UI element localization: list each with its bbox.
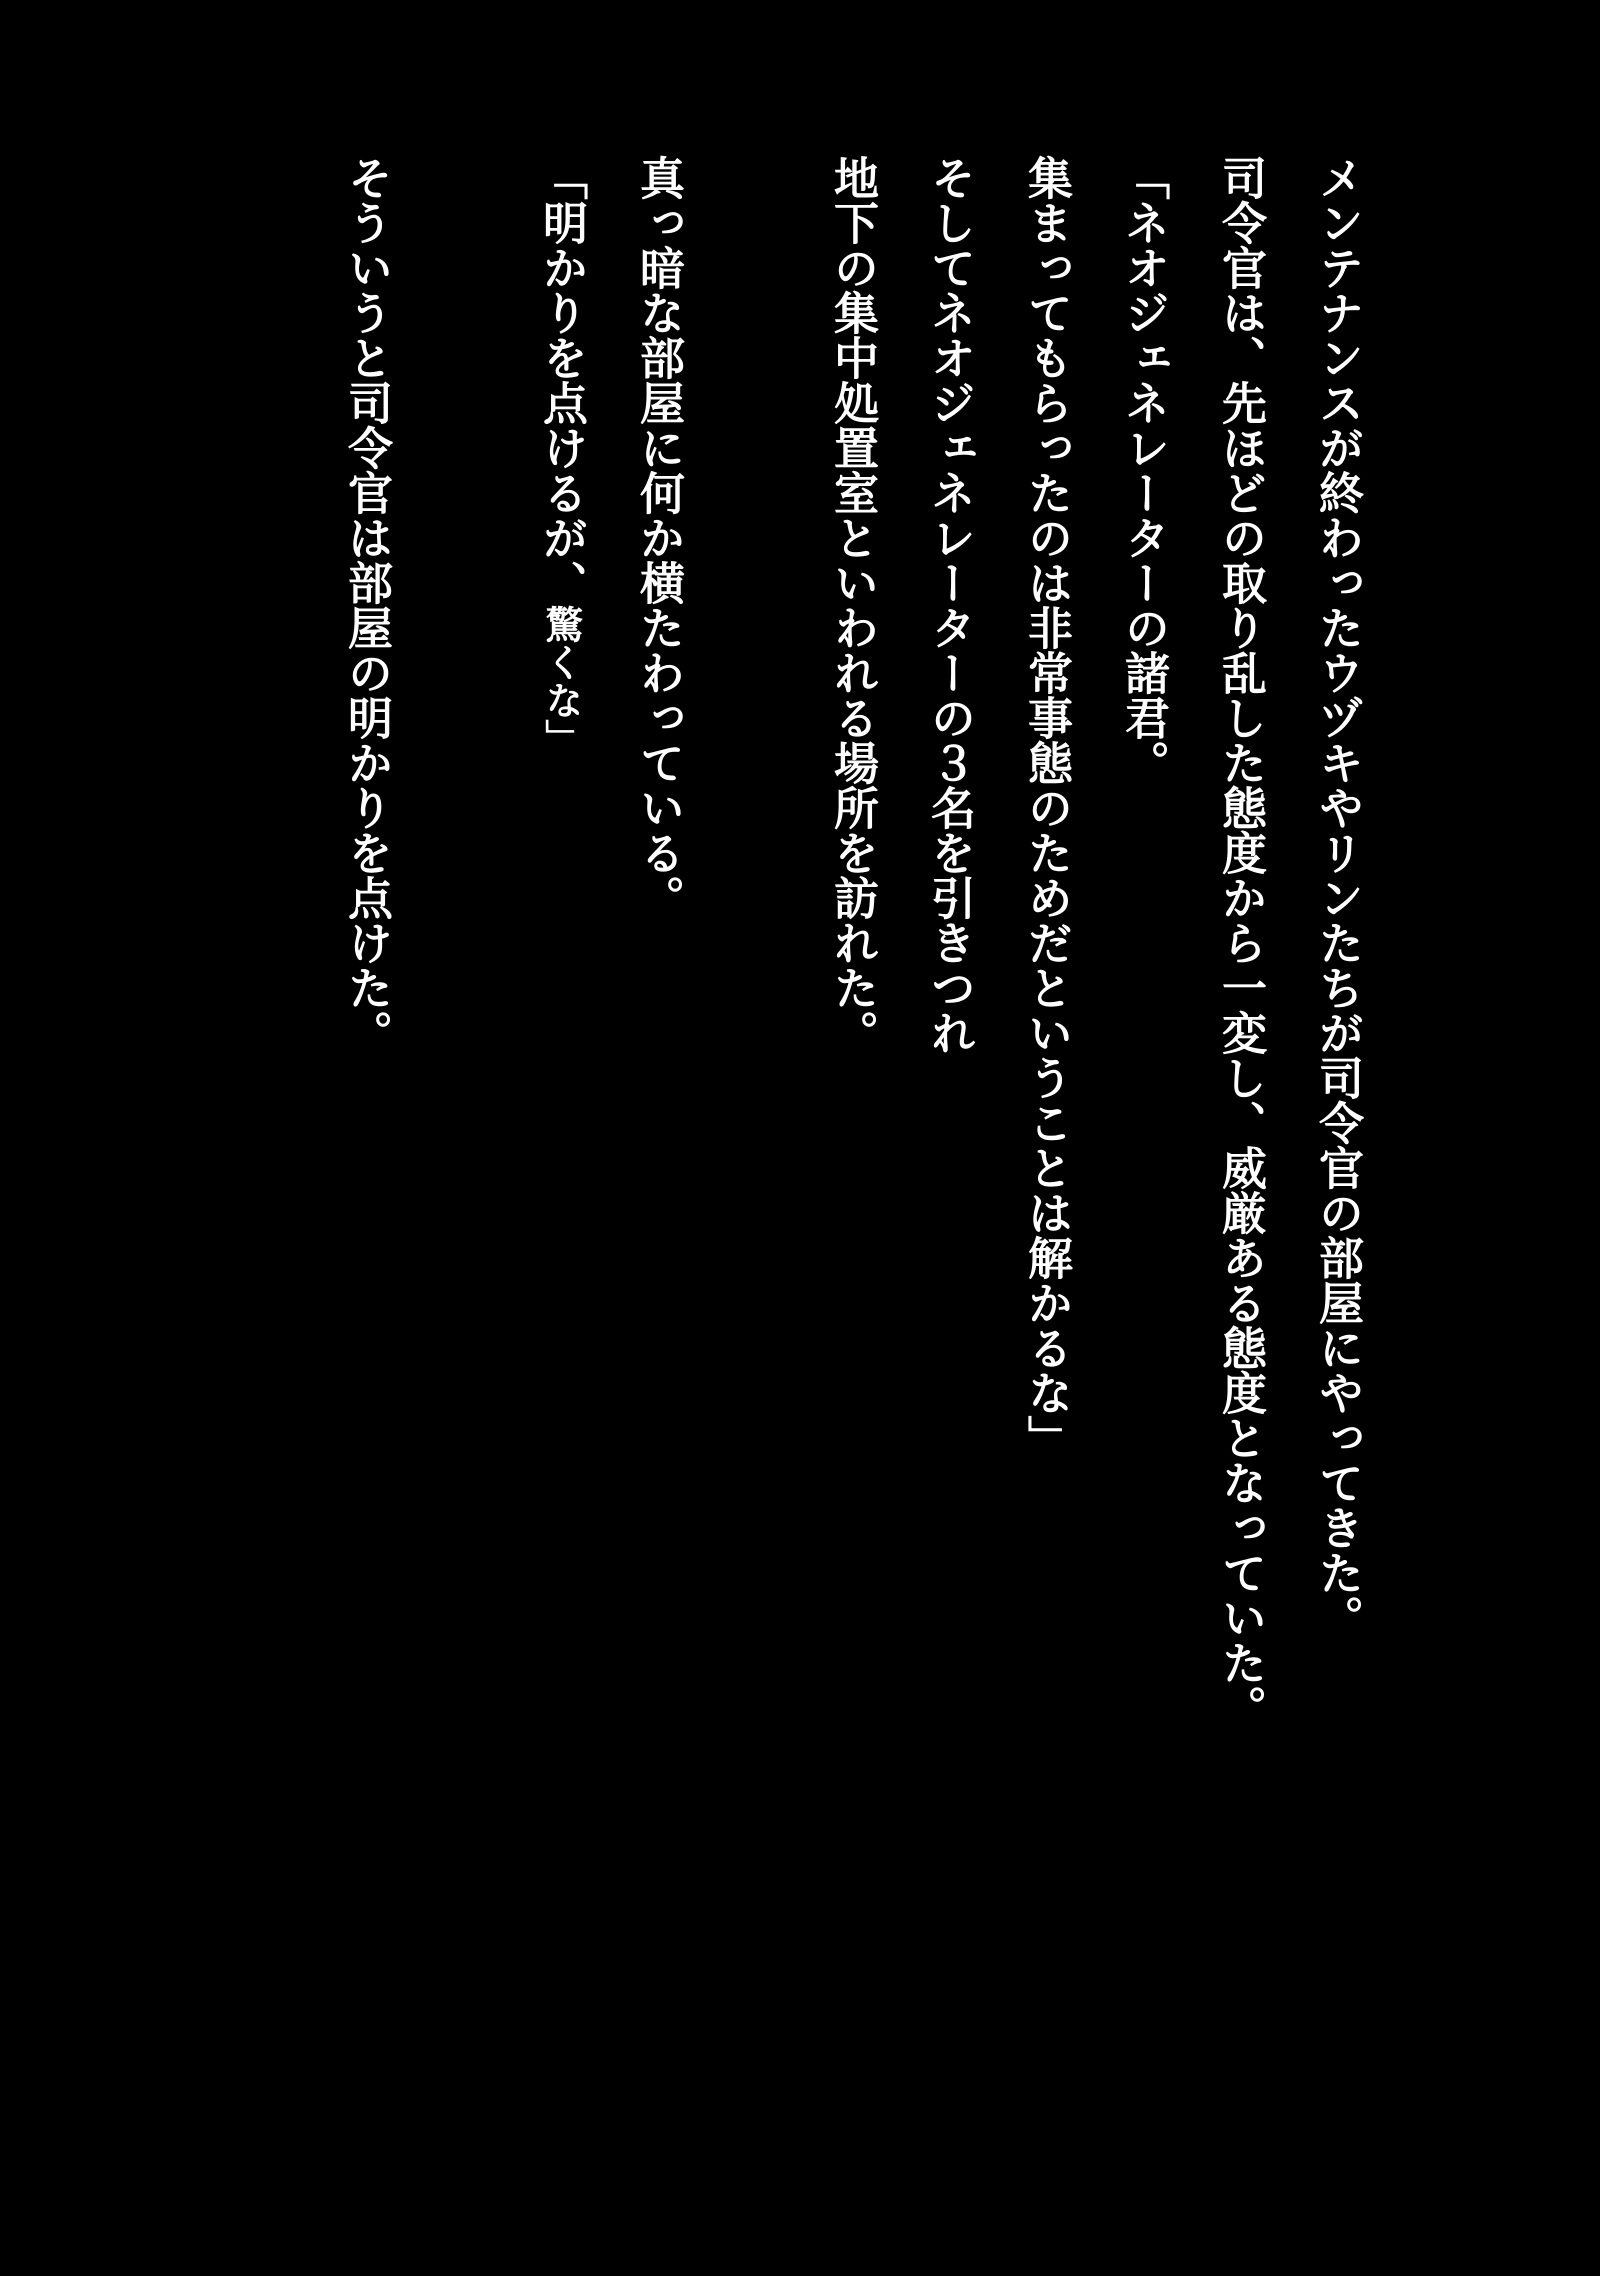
narration-line-main-text: 「明かりを点けるが、 (535, 155, 588, 605)
narration-line-blank (707, 155, 804, 1805)
narration-line: 司令官は、先ほどの取り乱した態度から一変し、威厳ある態度となっていた。 (1214, 155, 1267, 1730)
narration-line: そういうと司令官は部屋の明かりを点けた。 (340, 155, 393, 1055)
narration-line: 真っ暗な部屋に何か横たわっている。 (632, 155, 685, 920)
narration-line (512, 155, 610, 1805)
narration-line: 集まってもらったのは非常事態のためだということは解かるな」 (1020, 155, 1073, 1460)
narration-text-block (318, 155, 1386, 1805)
narration-line: 「ネオジェネレーターの諸君。 (1117, 155, 1170, 785)
narration-line: メンテナンスが終わったウヅキやリンたちが司令官の部屋にやってきた。 (1311, 155, 1364, 1640)
narration-line-small-text: 驚くな」 (539, 605, 583, 757)
narration-line: 地下の集中処置室といわれる場所を訪れた。 (826, 155, 879, 1055)
narration-line-blank (415, 155, 512, 1805)
narration-line: そしてネオジェネレーターの３名を引きつれ (923, 155, 976, 1055)
